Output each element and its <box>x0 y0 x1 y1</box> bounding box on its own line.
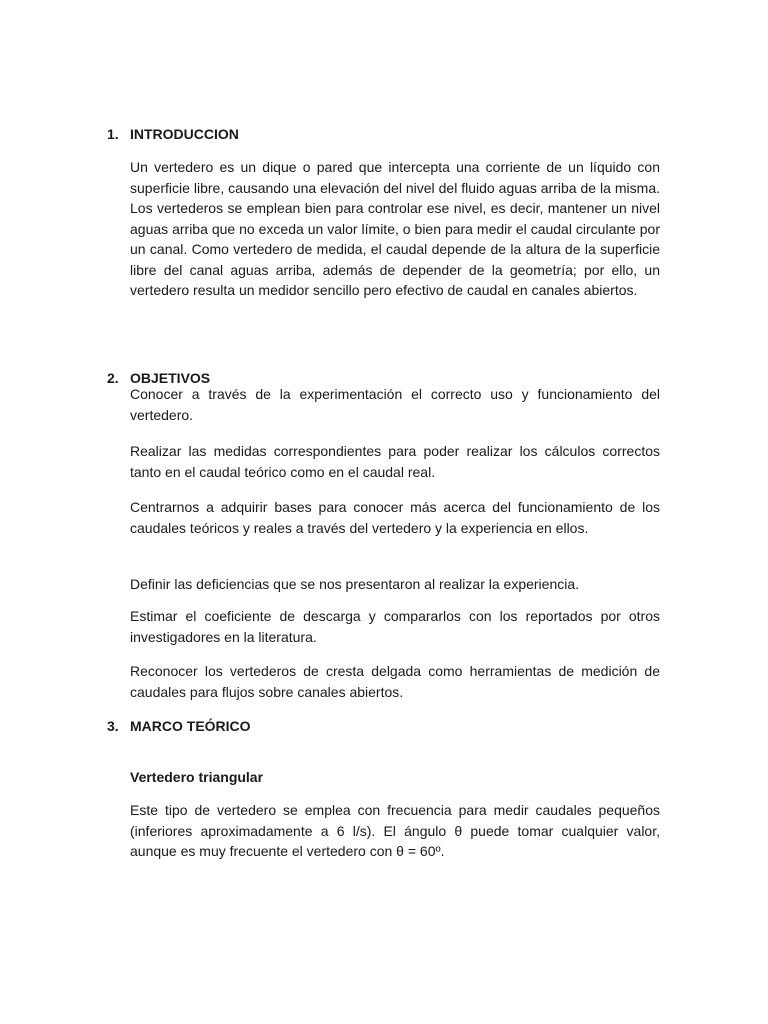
section-heading-introduccion <box>107 126 239 142</box>
section-title: OBJETIVOS <box>130 370 211 386</box>
subheading-vertedero-triangular: Vertedero triangular <box>130 769 264 785</box>
objective-paragraph-4: Definir las deficiencias que se nos presentaron al realizar la experiencia. <box>130 576 580 592</box>
intro-paragraph: Un vertedero es un dique o pared que intercepta una corriente de un líquido con superficie libre, causando una elevación del nivel del fluido aguas arriba de la misma. Los vertederos se emplean bien para controlar ese nivel, es decir, mantener un nivel aguas arriba que no exceda un valor límite, o bien para medir el caudal circulante por un canal. Como vertedero de medida, el caudal depende de la altura de la superficie libre del canal aguas arriba, además de depender de la geometría; por ello, un vertedero resulta un medidor sencillo pero efectivo de caudal en canales abiertos. <box>130 159 660 298</box>
section-title: INTRODUCCION <box>130 126 239 142</box>
objective-paragraph-5: Estimar el coeficiente de descarga y compararlos con los reportados por otros investigadores en la literatura. <box>130 608 660 645</box>
marco-teorico-paragraph: Este tipo de vertedero se emplea con frecuencia para medir caudales pequeños (inferiores aproximadamente a 6 l/s). El ángulo θ puede tomar cualquier valor, aunque es muy frecuente el vertedero con θ = 60º. <box>130 802 660 859</box>
objective-paragraph-1: Conocer a través de la experimentación el correcto uso y funcionamiento del vertedero. <box>130 386 660 423</box>
section-number: 3. <box>107 718 119 734</box>
objective-paragraph-2: Realizar las medidas correspondientes para poder realizar los cálculos correctos tanto en el caudal teórico como en el caudal real. <box>130 443 660 480</box>
section-title: MARCO TEÓRICO <box>130 718 251 734</box>
objective-paragraph-3: Centrarnos a adquirir bases para conocer más acerca del funcionamiento de los caudales teóricos y reales a través del vertedero y la experiencia en ellos. <box>130 499 660 536</box>
objective-paragraph-6: Reconocer los vertederos de cresta delgada como herramientas de medición de caudales para flujos sobre canales abiertos. <box>130 663 660 700</box>
section-heading-marco-teorico <box>107 718 251 734</box>
section-number: 2. <box>107 370 119 386</box>
section-number: 1. <box>107 126 119 142</box>
